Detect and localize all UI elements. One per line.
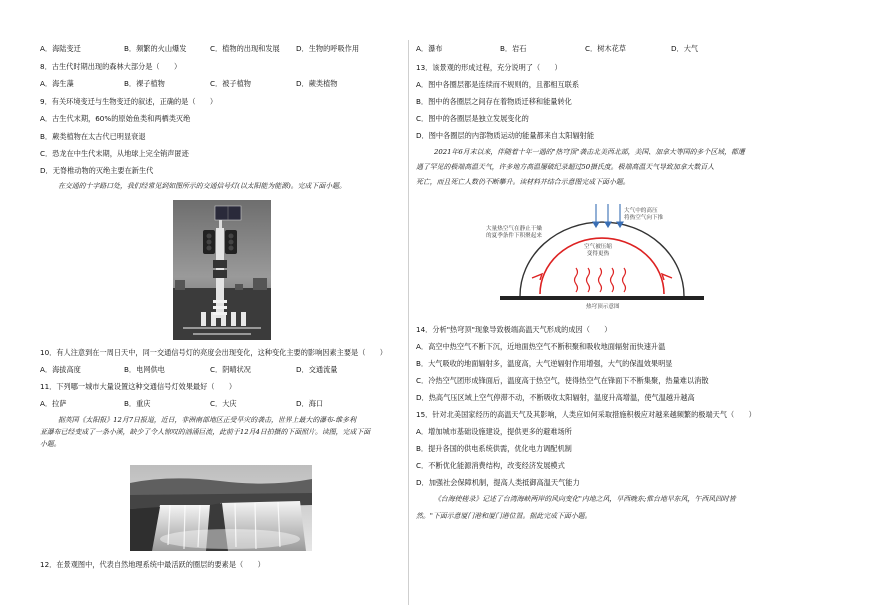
q7-option-d: D．生物的呼吸作用 xyxy=(296,44,360,53)
q11-option-b: B．重庆 xyxy=(124,399,151,408)
q9-option-d: D．无脊椎动物的灭绝主要在新生代 xyxy=(40,166,154,175)
q12-option-c: C．树木花草 xyxy=(585,44,626,53)
q11-option-a: A．拉萨 xyxy=(40,399,67,408)
q13-option-c: C．图中的各圈层是独立发展变化的 xyxy=(416,114,529,123)
q14-option-a: A．高空中热空气不断下沉，近地面热空气不断积聚和吸收地面辐射而快速升温 xyxy=(416,342,666,351)
heat-dome-diagram xyxy=(484,198,720,318)
diagram-label-center: 空气被压缩 变得更热 xyxy=(584,244,612,257)
q10-option-d: D．交通流量 xyxy=(296,365,338,374)
intro-traffic-light: 在交通的十字路口处，我们经常见到如图所示的交通信号灯(以太阳能为能源)。完成下面小题。 xyxy=(58,182,346,190)
q12-option-a: A．瀑布 xyxy=(416,44,443,53)
q8-stem: 8．古生代时期出现的森林大部分是（ ） xyxy=(40,62,182,71)
q14-stem: 14．分析"热穹顶"现象导致极端高温天气形成的成因（ ） xyxy=(416,325,612,334)
intro-heat-dome-line-3: 死亡，而且死亡人数仍不断攀升。读材料并结合示意图完成下面小题。 xyxy=(416,178,630,186)
column-divider xyxy=(408,40,409,605)
diagram-caption: 热穹顶示意图 xyxy=(586,304,620,310)
q8-option-b: B．裸子植物 xyxy=(124,79,165,88)
intro-taiwan-line-2: 然。"下面示意厦门港和厦门港位置。据此完成下面小题。 xyxy=(416,512,592,520)
q15-option-d: D．加强社会保障机制，提高人类抵御高温天气能力 xyxy=(416,478,580,487)
intro-victoria-falls-line-1: 据英国《太阳报》12月7日报道，近日，非洲南部地区正受旱灾的袭击，世界上最大的瀑布-维多利 xyxy=(58,416,356,424)
q12-option-d: D．大气 xyxy=(671,44,699,53)
q10-option-b: B．电网供电 xyxy=(124,365,165,374)
q11-option-d: D．海口 xyxy=(296,399,324,408)
q11-stem: 11．下列哪一城市大量设置这种交通信号灯效果最好（ ） xyxy=(40,382,237,391)
q13-option-d: D．图中各圈层的内部物质运动的能量都来自太阳辐射能 xyxy=(416,131,595,140)
diagram-label-left: 大量热空气在静止干燥 的夏季条件下积聚起来 xyxy=(486,226,542,239)
q8-option-c: C．被子植物 xyxy=(210,79,251,88)
q15-stem: 15．针对北美国家经历的高温天气及其影响，人类应如何采取措施积极应对越来越频繁的极端天气（ ） xyxy=(416,410,756,419)
intro-taiwan-line-1: 《台海使槎录》记述了台湾海峡两岸的风向变化"内地之风，早西晚东;惟台地早东风，午西风四时皆 xyxy=(434,495,736,503)
q7-option-b: B．频繁的火山爆发 xyxy=(124,44,187,53)
intro-heat-dome-line-2: 遇了罕见的极端高温天气，许多地方高温屡破纪录超过50摄氏度。极端高温天气导致加拿大数百人 xyxy=(416,163,715,171)
intro-victoria-falls-line-2: 亚瀑布已经变成了一条小溪，缺少了令人惊叹的汹涌巨流，此前于12月4日拍摄的下面照片。读图，完成下面 xyxy=(40,428,371,436)
q7-option-a: A．海陆变迁 xyxy=(40,44,81,53)
q10-option-c: C．阴晴状况 xyxy=(210,365,251,374)
intro-heat-dome-line-1: 2021年6月末以来，伴随着十年一遇的"热穹顶"袭击北美西北部，美国、加拿大等国的多个区域，都遭 xyxy=(434,148,745,156)
diagram-label-right: 大气中的高压 将热空气向下推 xyxy=(624,208,664,221)
q9-option-b: B．蕨类植物在太古代已明显衰退 xyxy=(40,132,146,141)
q12-option-b: B．岩石 xyxy=(500,44,527,53)
q9-option-c: C．恐龙在中生代末期，从地球上完全销声匿迹 xyxy=(40,149,189,158)
q7-option-c: C．植物的出现和发展 xyxy=(210,44,280,53)
q12-stem: 12．在景观图中，代表自然地理系统中最活跃的圈层的要素是（ ） xyxy=(40,560,265,569)
q10-option-a: A．海拔高度 xyxy=(40,365,81,374)
traffic-light-photo xyxy=(173,200,271,340)
q14-option-b: B．大气吸收的地面辐射多，温度高，大气逆辐射作用增强，大气的保温效果明显 xyxy=(416,359,673,368)
q15-option-c: C．不断优化能源消费结构，改变经济发展模式 xyxy=(416,461,565,470)
q13-option-b: B．图中的各圈层之间存在着物质迁移和能量转化 xyxy=(416,97,572,106)
intro-victoria-falls-line-3: 小题。 xyxy=(40,440,61,448)
q15-option-a: A．增加城市基础设施建设，提供更多的避难场所 xyxy=(416,427,572,436)
victoria-falls-photo xyxy=(130,465,312,551)
q9-stem: 9．有关环境变迁与生物变迁的叙述，正确的是（ ） xyxy=(40,97,218,106)
q14-option-d: D．热高气压区域上空气停滞不动，不断吸收太阳辐射，温度升高增温，使气温越升越高 xyxy=(416,393,695,402)
q14-option-c: C．冷热空气团形成锋面后，温度高于热空气，使得热空气在锋面下不断集聚，热量难以消散 xyxy=(416,376,709,385)
q10-stem: 10．有人注意到在一周日天中，同一交通信号灯的亮度会出现变化，这种变化主要的影响因素主要是（ ） xyxy=(40,348,387,357)
q8-option-d: D．蕨类植物 xyxy=(296,79,338,88)
q13-stem: 13．该景观的形成过程，充分说明了（ ） xyxy=(416,63,562,72)
q8-option-a: A．海生藻 xyxy=(40,79,74,88)
q11-option-c: C．大庆 xyxy=(210,399,237,408)
q13-option-a: A．图中各圈层都是连续而不规则的，且都相互联系 xyxy=(416,80,580,89)
q15-option-b: B．提升各国的供电系统供需，优化电力调配机制 xyxy=(416,444,572,453)
q9-option-a: A．古生代末期，60%的原始鱼类和两栖类灭绝 xyxy=(40,114,191,123)
